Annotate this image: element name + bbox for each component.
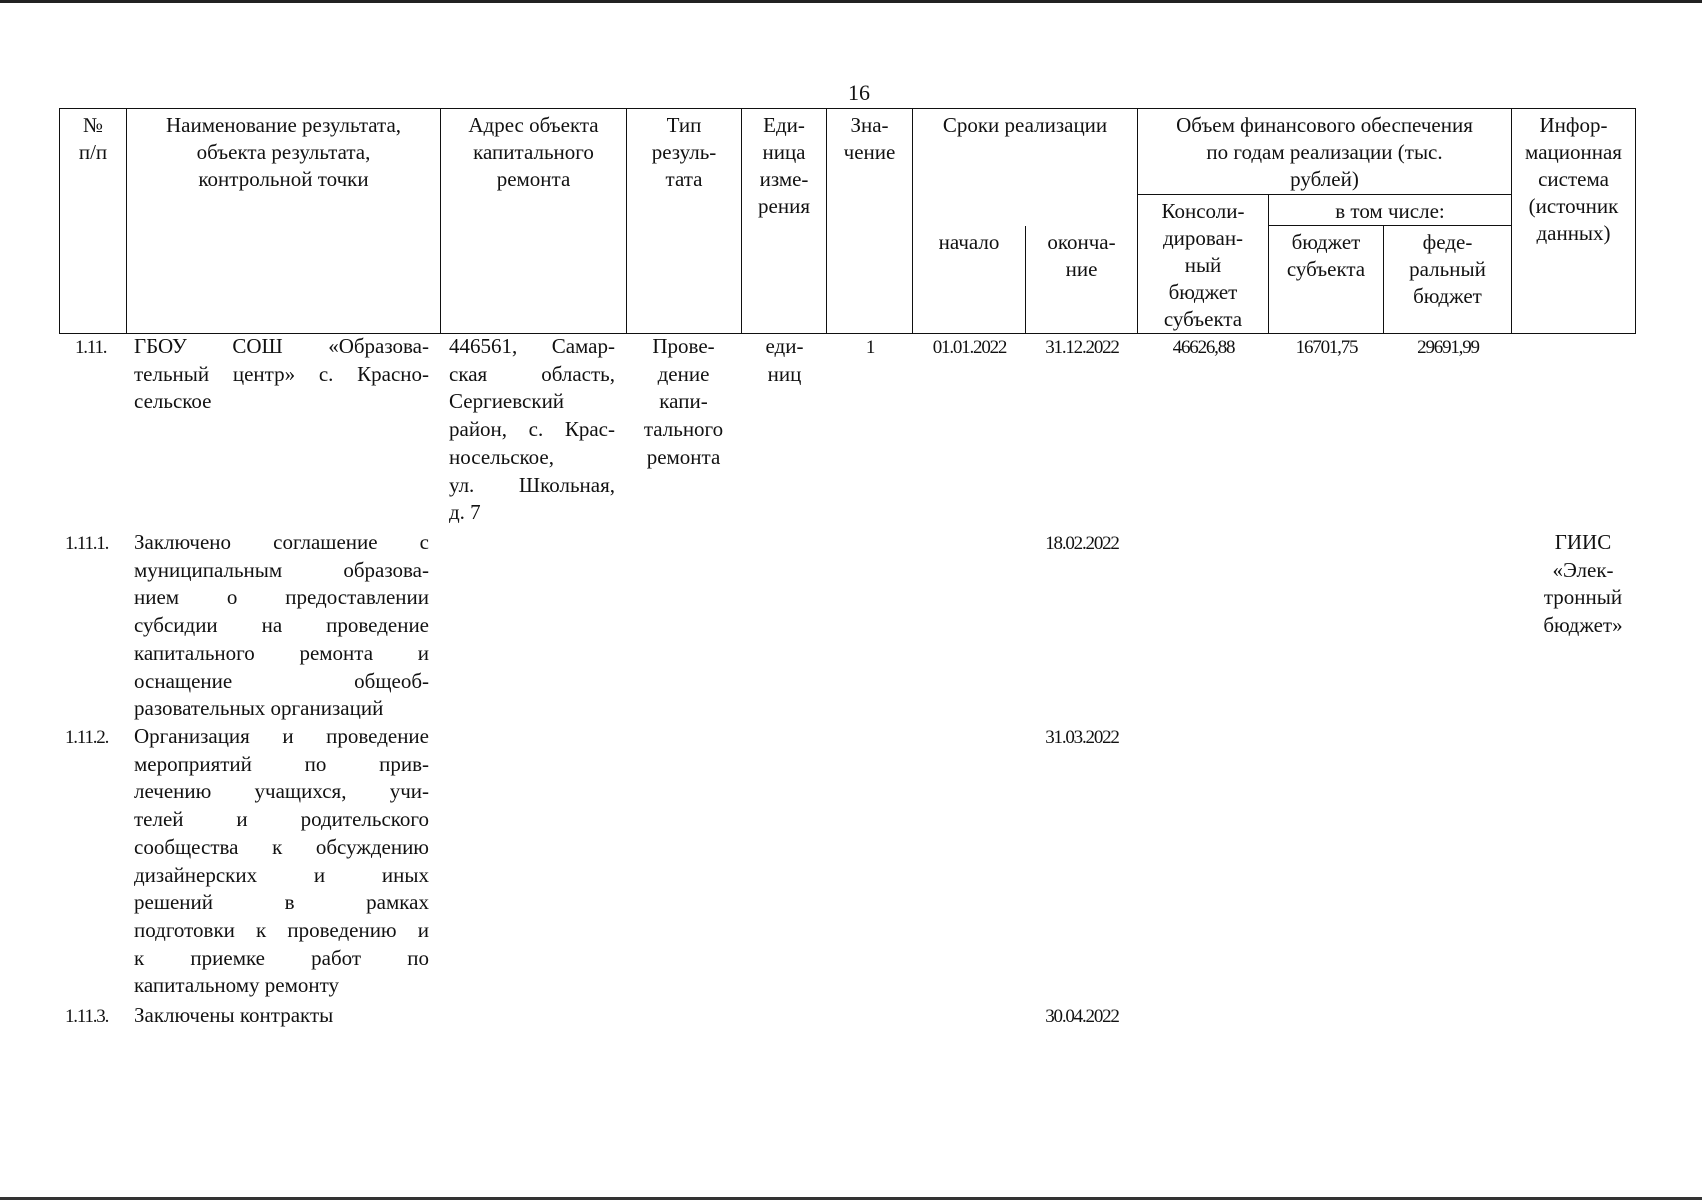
row-name: Заключено соглашение с муниципальным образова- нием о предоставлении субсидии на проведение капитального ремонта и оснащение общеоб- разовательных организаций [134, 530, 429, 721]
scan-top-edge [0, 0, 1702, 3]
row-end-date: 30.04.2022 [1045, 1006, 1119, 1027]
header-terms: Сроки реализации [913, 109, 1138, 226]
row-start-date: 01.01.2022 [932, 337, 1007, 358]
table-header [59, 108, 1636, 334]
row-number: 1.11. [75, 337, 107, 358]
row-value: 1 [865, 337, 875, 358]
row-name: Заключены контракты [134, 1003, 334, 1027]
page-number: 16 [848, 80, 870, 105]
header-type: Тип резуль- тата [627, 109, 742, 334]
row-number: 1.11.1. [65, 533, 109, 554]
row-name: ГБОУ СОШ «Образова- тельный центр» с. Красно- сельское [134, 334, 429, 414]
header-num: № п/п [60, 109, 127, 334]
row-info-system: ГИИС «Элек- тронный бюджет» [1543, 530, 1623, 638]
row-name: Организация и проведение мероприятий по прив- лечению учащихся, учи- телей и родительского сообщества к обсуждению дизайнерских и иных решений в рамках подготовки к проведению и к приемке работ по капитальному ремонту [134, 724, 429, 998]
header-address: Адрес объекта капитального ремонта [441, 109, 627, 334]
row-address: 446561, Самар- ская область, Сергиевский район, с. Крас- носельское, ул. Школьная, д. 7 [449, 334, 615, 525]
header-value: Зна- чение [827, 109, 913, 334]
row-federal-budget: 29691,99 [1417, 337, 1479, 358]
header-info-system: Инфор- мационная система (источник данных) [1512, 109, 1636, 334]
row-number: 1.11.3. [65, 1006, 109, 1027]
header-end: оконча- ние [1026, 226, 1138, 334]
header-start: начало [913, 226, 1026, 334]
row-end-date: 18.02.2022 [1045, 533, 1119, 554]
row-subject-budget: 16701,75 [1295, 337, 1358, 358]
header-federal-budget: феде- ральный бюджет [1384, 226, 1512, 334]
row-number: 1.11.2. [65, 727, 109, 748]
header-including: в том числе: [1269, 195, 1512, 226]
header-unit: Еди- ница изме- рения [742, 109, 827, 334]
row-end-date: 31.03.2022 [1045, 727, 1119, 748]
row-end-date: 31.12.2022 [1045, 337, 1119, 358]
header-subject-budget: бюджет субъекта [1269, 226, 1384, 334]
row-consolidated-budget: 46626,88 [1172, 337, 1235, 358]
header-name: Наименование результата, объекта результата, контрольной точки [127, 109, 441, 334]
header-consolidated: Консоли- дирован- ный бюджет субъекта [1138, 195, 1269, 334]
row-type: Прове- дение капи- тального ремонта [643, 334, 724, 469]
header-finance: Объем финансового обеспечения по годам реализации (тыс. рублей) [1138, 109, 1512, 195]
row-unit: еди- ниц [765, 334, 804, 386]
